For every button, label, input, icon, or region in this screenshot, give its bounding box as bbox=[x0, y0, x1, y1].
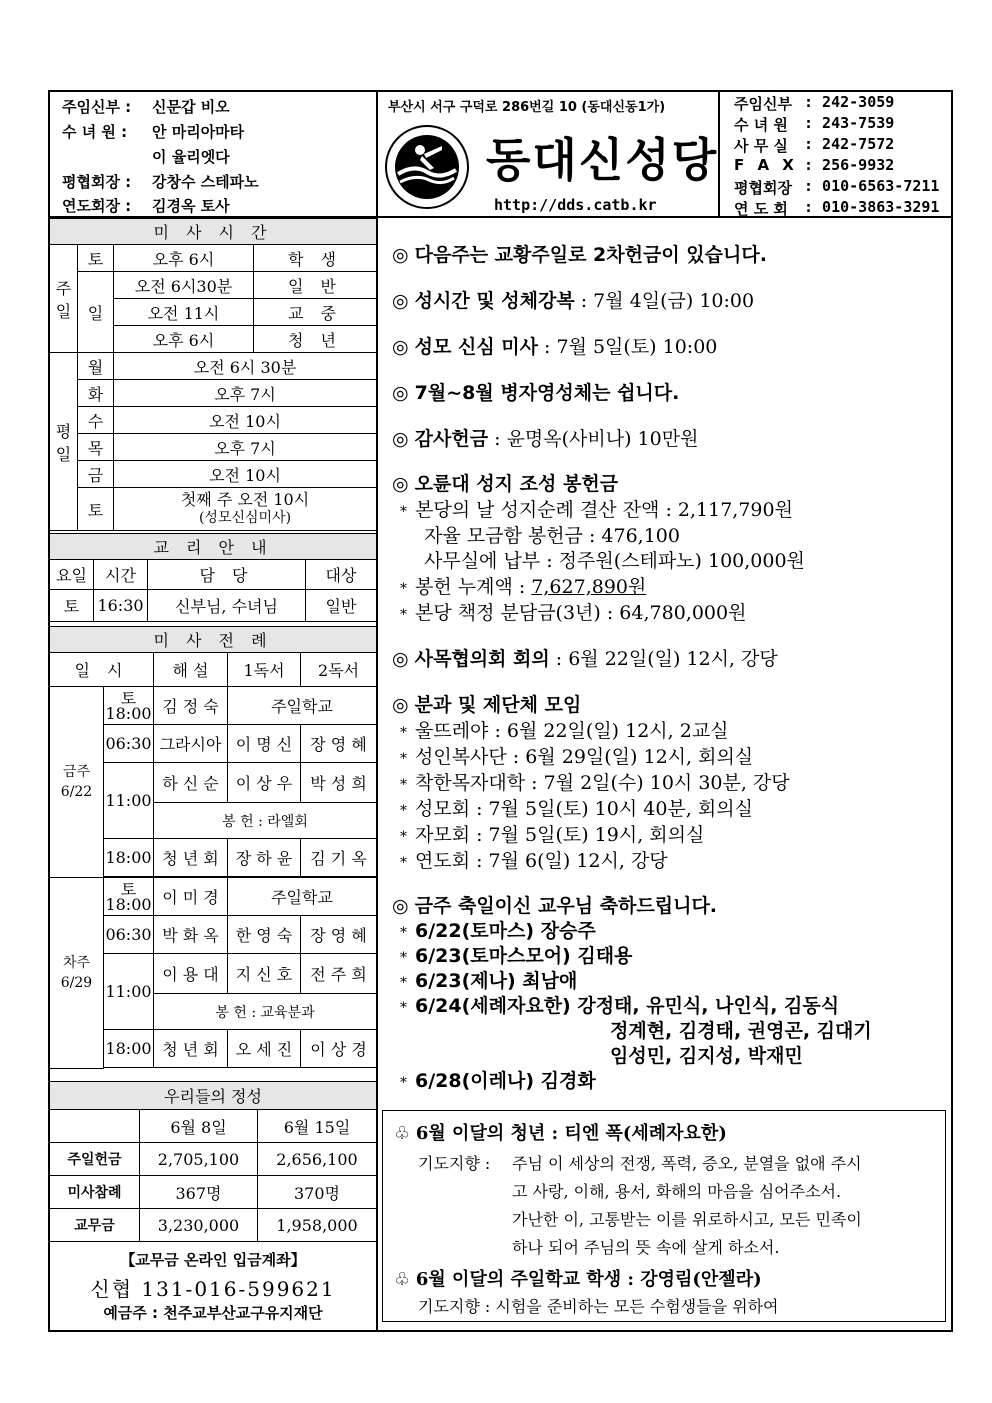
staff-value: 안 마리아마타 bbox=[152, 123, 245, 141]
weekday-label bbox=[50, 353, 78, 531]
feast-text: 6/23(제나) 최남애 bbox=[415, 970, 578, 992]
catechism-cell: 16:30 bbox=[94, 590, 148, 622]
liturgy-day: 토 bbox=[120, 688, 137, 708]
feast-item bbox=[610, 1016, 872, 1043]
account-number: 신협 131-016-599621 bbox=[90, 1277, 336, 1301]
notice-item bbox=[392, 378, 679, 405]
liturgy-reader: 이 상 우 bbox=[228, 763, 301, 803]
liturgy-header: 해 설 bbox=[154, 653, 228, 687]
notice-mark: ◎ bbox=[392, 648, 409, 670]
catechism-title: 교 리 안 내 bbox=[50, 534, 377, 560]
week-label bbox=[50, 687, 104, 878]
liturgy-commentator: 이 용 대 bbox=[154, 954, 228, 994]
week-date: 6/29 bbox=[60, 974, 93, 991]
liturgy-commentator: 박 화 옥 bbox=[154, 916, 228, 954]
group-item bbox=[400, 742, 753, 769]
feast-text: 6/23(토마스모어) 김태용 bbox=[415, 945, 633, 967]
feast-text: 임성민, 김지성, 박재민 bbox=[610, 1045, 803, 1067]
contact-phone: : 256-9932 bbox=[804, 156, 895, 174]
mass-day: 금 bbox=[78, 461, 114, 488]
notice-item bbox=[392, 332, 717, 359]
group-item bbox=[400, 820, 704, 847]
mass-day: 목 bbox=[78, 434, 114, 461]
catechism-cell: 일반 bbox=[306, 590, 377, 622]
notice-mark: ◎ bbox=[392, 473, 409, 495]
mass-time: 오전 6시30분 bbox=[114, 272, 254, 299]
bullet-mark: * bbox=[400, 725, 407, 741]
liturgy-time-value: 18:00 bbox=[105, 894, 152, 914]
week-date: 6/22 bbox=[60, 784, 93, 800]
contact-label: 연 도 회 bbox=[734, 200, 788, 218]
mass-day: 화 bbox=[78, 380, 114, 407]
offerings-value: 3,230,000 bbox=[140, 1209, 258, 1242]
feast-item bbox=[400, 991, 839, 1018]
notice-detail: : 윤명옥(사비나) 10만원 bbox=[488, 428, 699, 450]
mass-day: 토 bbox=[78, 488, 114, 531]
feast-text: 6/24(세례자요한) 강정태, 유민식, 나인식, 김동식 bbox=[415, 995, 840, 1017]
liturgy-commentator: 그라시아 bbox=[154, 725, 228, 763]
church-address: 부산시 서구 구덕로 286번길 10 (동대신동1가) bbox=[388, 100, 666, 115]
sunday-label bbox=[50, 245, 78, 353]
bullet-mark: * bbox=[400, 829, 407, 845]
mass-time: 첫째 주 오전 10시 bbox=[180, 490, 310, 509]
catechism-cell: 토 bbox=[50, 590, 94, 622]
contact-phone: : 010-6563-7211 bbox=[804, 177, 940, 195]
liturgy-time: 18:00 bbox=[104, 1030, 154, 1068]
offerings-table bbox=[49, 1081, 377, 1242]
contact-phone: : 010-3863-3291 bbox=[804, 198, 940, 216]
group-item bbox=[400, 794, 753, 821]
bullet-mark: * bbox=[400, 581, 407, 597]
youth-intention-line: 고 사랑, 이해, 용서, 화해의 마음을 심어주소서. bbox=[512, 1182, 842, 1201]
mass-type: 교 중 bbox=[254, 299, 377, 326]
group-text: 착한목자대학 : 7월 2일(수) 10시 30분, 강당 bbox=[415, 772, 790, 794]
mass-time: 오후 7시 bbox=[114, 434, 377, 461]
notice-title: 분과 및 제단체 모임 bbox=[414, 694, 582, 716]
feast-text: 6/28(이레나) 김경화 bbox=[415, 1070, 596, 1092]
notice-mark: ◎ bbox=[392, 290, 409, 312]
catechism-table bbox=[49, 533, 377, 622]
mass-time: 오전 6시 30분 bbox=[114, 353, 377, 380]
liturgy-commentator: 이 미 경 bbox=[154, 878, 228, 916]
feast-item bbox=[400, 966, 577, 993]
liturgy-time: 06:30 bbox=[104, 725, 154, 763]
oryundae-total: 7,627,890원 bbox=[531, 576, 647, 598]
group-text: 성모회 : 7월 5일(토) 10시 40분, 회의실 bbox=[415, 798, 753, 820]
bullet-mark: * bbox=[400, 777, 407, 793]
student-title: 6월 이달의 주일학교 학생 : 강영림(안젤라) bbox=[415, 1269, 762, 1290]
mass-times-table bbox=[49, 218, 377, 531]
bullet-mark: * bbox=[400, 504, 407, 520]
liturgy-offering: 봉 헌 : 라엘회 bbox=[154, 803, 377, 839]
liturgy-commentator: 청 년 회 bbox=[154, 1030, 228, 1068]
mass-day: 일 bbox=[78, 272, 114, 353]
contact-label: 사 무 실 bbox=[734, 137, 788, 155]
liturgy-header: 일 시 bbox=[50, 653, 154, 687]
liturgy-time: 11:00 bbox=[104, 954, 154, 1030]
youth-intention-label: 기도지향 : bbox=[418, 1154, 491, 1173]
student-heading bbox=[394, 1265, 762, 1291]
staff-value: 신문갑 비오 bbox=[152, 98, 230, 116]
notice-item bbox=[392, 469, 618, 496]
notice-item bbox=[392, 424, 698, 451]
liturgy-reader: 오 세 진 bbox=[228, 1030, 301, 1068]
offerings-column: 6월 15일 bbox=[258, 1110, 377, 1143]
contact-label: 수 녀 원 bbox=[734, 116, 788, 134]
offerings-value: 1,958,000 bbox=[258, 1209, 377, 1242]
notice-mark: ◎ bbox=[392, 895, 409, 917]
bullet-mark: * bbox=[400, 925, 407, 941]
liturgy-reader: 김 기 옥 bbox=[301, 839, 377, 877]
liturgy-reader: 이 상 경 bbox=[301, 1030, 377, 1068]
contact-phone: : 243-7539 bbox=[804, 114, 895, 132]
catechism-header: 담 당 bbox=[148, 560, 306, 590]
liturgy-time-value: 18:00 bbox=[105, 703, 152, 723]
mass-time-multiline bbox=[114, 488, 377, 531]
group-text: 연도회 : 7월 6(일) 12시, 강당 bbox=[415, 850, 668, 872]
notice-title: 오륜대 성지 조성 봉헌금 bbox=[414, 473, 619, 495]
liturgy-day: 토 bbox=[120, 879, 137, 899]
clover-icon: ♧ bbox=[394, 1269, 411, 1290]
offerings-column: 6월 8일 bbox=[140, 1110, 258, 1143]
feast-item bbox=[400, 916, 596, 943]
notice-item bbox=[392, 286, 754, 313]
oryundae-text: 사무실에 납부 : 정주원(스테파노) 100,000원 bbox=[424, 550, 805, 572]
notice-title: 사목협의회 회의 bbox=[414, 648, 550, 670]
offerings-label: 미사참례 bbox=[50, 1176, 140, 1209]
liturgy-reader: 이 명 신 bbox=[228, 725, 301, 763]
notice-title: 다음주는 교황주일로 2차헌금이 있습니다. bbox=[414, 244, 767, 266]
sunday-label-char: 일 bbox=[55, 301, 72, 321]
group-text: 성인복사단 : 6월 29일(일) 12시, 회의실 bbox=[415, 746, 754, 768]
mass-type: 청 년 bbox=[254, 326, 377, 353]
liturgy-time: 11:00 bbox=[104, 763, 154, 839]
account-title: 【교무금 온라인 입금계좌】 bbox=[120, 1251, 306, 1269]
offerings-corner bbox=[50, 1110, 140, 1143]
account-holder: 예금주 : 천주교부산교구유지재단 bbox=[103, 1304, 323, 1322]
notice-title: 7월~8월 병자영성체는 쉽니다. bbox=[414, 382, 680, 404]
mass-type: 일 반 bbox=[254, 272, 377, 299]
liturgy-commentator: 하 신 순 bbox=[154, 763, 228, 803]
bullet-mark: * bbox=[400, 855, 407, 871]
mass-time: 오후 6시 bbox=[114, 245, 254, 272]
notice-title: 성시간 및 성체강복 bbox=[414, 290, 575, 312]
header-divider-right bbox=[718, 90, 720, 216]
bullet-mark: * bbox=[400, 1075, 407, 1091]
notice-item bbox=[392, 240, 767, 267]
catechism-header: 시간 bbox=[94, 560, 148, 590]
feast-item bbox=[610, 1041, 803, 1068]
mass-time: 오전 10시 bbox=[114, 461, 377, 488]
feast-text: 6/22(토마스) 장승주 bbox=[415, 920, 596, 942]
notice-mark: ◎ bbox=[392, 428, 409, 450]
group-text: 울뜨레야 : 6월 22일(일) 12시, 2교실 bbox=[415, 720, 729, 742]
liturgy-reader: 장 하 윤 bbox=[228, 839, 301, 877]
bullet-mark: * bbox=[400, 1000, 407, 1016]
liturgy-time: 18:00 bbox=[104, 839, 154, 877]
liturgy-reader: 한 영 숙 bbox=[228, 916, 301, 954]
clover-icon: ♧ bbox=[394, 1123, 411, 1144]
mass-type: 학 생 bbox=[254, 245, 377, 272]
bullet-mark: * bbox=[400, 607, 407, 623]
week-label bbox=[50, 878, 104, 1069]
liturgy-time: 06:30 bbox=[104, 916, 154, 954]
notice-title: 성모 신심 미사 bbox=[414, 336, 538, 358]
liturgy-offering: 봉 헌 : 교육분과 bbox=[154, 994, 377, 1030]
liturgy-header: 2독서 bbox=[301, 653, 377, 687]
liturgy-table bbox=[49, 626, 377, 1069]
youth-intention-line: 주님 이 세상의 전쟁, 폭력, 증오, 분열을 없애 주시 bbox=[512, 1154, 862, 1173]
liturgy-title: 미 사 전 례 bbox=[50, 627, 377, 653]
liturgy-reader: 주일학교 bbox=[228, 878, 377, 916]
oryundae-text: 본당의 날 성지순례 결산 잔액 : 2,117,790원 bbox=[415, 499, 793, 521]
catechism-header: 대상 bbox=[306, 560, 377, 590]
offerings-label: 주일헌금 bbox=[50, 1143, 140, 1176]
oryundae-text: 본당 책정 분담금(3년) : 64,780,000원 bbox=[415, 602, 747, 624]
liturgy-reader: 주일학교 bbox=[228, 687, 377, 725]
offerings-value: 2,656,100 bbox=[258, 1143, 377, 1176]
notice-title: 금주 축일이신 교우님 축하드립니다. bbox=[414, 895, 718, 917]
liturgy-header: 1독서 bbox=[228, 653, 301, 687]
sunday-label-char: 주 bbox=[55, 278, 72, 298]
offerings-label: 교무금 bbox=[50, 1209, 140, 1242]
offerings-value: 367명 bbox=[140, 1176, 258, 1209]
staff-label: 주임신부 : bbox=[62, 98, 132, 116]
notice-item bbox=[392, 644, 778, 671]
notice-detail: : 6월 22일(일) 12시, 강당 bbox=[549, 648, 778, 670]
contact-label: 평협회장 bbox=[734, 179, 792, 197]
staff-value: 이 율리엣다 bbox=[152, 148, 230, 166]
group-text: 자모회 : 7월 5일(토) 19시, 회의실 bbox=[415, 824, 705, 846]
mass-time-note: (성모신심미사) bbox=[198, 510, 292, 526]
notice-detail: : 7월 4일(금) 10:00 bbox=[574, 290, 755, 312]
liturgy-commentator: 김 정 숙 bbox=[154, 687, 228, 725]
group-item bbox=[400, 716, 729, 743]
liturgy-commentator: 청 년 회 bbox=[154, 839, 228, 877]
oryundae-line bbox=[400, 572, 646, 599]
contact-label: 주임신부 bbox=[734, 95, 792, 113]
staff-value: 강창수 스테파노 bbox=[152, 173, 259, 191]
feast-text: 정계현, 김경태, 권영곤, 김대기 bbox=[610, 1020, 872, 1042]
student-intention: 기도지향 : 시험을 준비하는 모든 수험생들을 위하여 bbox=[418, 1297, 779, 1316]
notice-mark: ◎ bbox=[392, 336, 409, 358]
bullet-mark: * bbox=[400, 950, 407, 966]
week-name: 차주 bbox=[62, 954, 91, 971]
youth-intention-line: 하나 되어 주님의 뜻 속에 살게 하소서. bbox=[512, 1238, 780, 1257]
liturgy-time bbox=[104, 687, 154, 725]
mass-times-title: 미 사 시 간 bbox=[50, 219, 377, 245]
youth-heading bbox=[394, 1119, 727, 1145]
notice-mark: ◎ bbox=[392, 382, 409, 404]
catechism-cell: 신부님, 수녀님 bbox=[148, 590, 306, 622]
group-item bbox=[400, 846, 668, 873]
offerings-title: 우리들의 정성 bbox=[50, 1082, 377, 1110]
notice-mark: ◎ bbox=[392, 694, 409, 716]
youth-title: 6월 이달의 청년 : 티엔 폭(세례자요한) bbox=[415, 1123, 727, 1144]
notice-item bbox=[392, 891, 717, 918]
feast-item bbox=[400, 941, 632, 968]
mass-time: 오후 7시 bbox=[114, 380, 377, 407]
group-item bbox=[400, 768, 790, 795]
liturgy-reader: 지 신 호 bbox=[228, 954, 301, 994]
mass-time: 오전 11시 bbox=[114, 299, 254, 326]
bullet-mark: * bbox=[400, 975, 407, 991]
contact-phone: : 242-7572 bbox=[804, 135, 895, 153]
bullet-mark: * bbox=[400, 751, 407, 767]
church-url[interactable]: http://dds.catb.kr bbox=[494, 196, 657, 214]
liturgy-time bbox=[104, 878, 154, 916]
feast-item bbox=[400, 1066, 596, 1093]
weekday-label-char: 일 bbox=[55, 444, 72, 464]
offerings-value: 2,705,100 bbox=[140, 1143, 258, 1176]
church-name: 동대신성당 bbox=[486, 133, 719, 187]
youth-intention-line: 가난한 이, 고통받는 이를 위로하시고, 모든 민족이 bbox=[512, 1210, 862, 1229]
oryundae-line bbox=[400, 598, 746, 625]
contact-phone: : 242-3059 bbox=[804, 93, 895, 111]
week-name: 금주 bbox=[62, 764, 91, 780]
catechism-header: 요일 bbox=[50, 560, 94, 590]
notice-detail: : 7월 5일(토) 10:00 bbox=[538, 336, 718, 358]
mass-day: 토 bbox=[78, 245, 114, 272]
weekday-label-char: 평 bbox=[55, 421, 72, 441]
liturgy-reader: 전 주 희 bbox=[301, 954, 377, 994]
staff-label: 평협회장 : bbox=[62, 173, 132, 191]
church-logo-icon bbox=[384, 124, 470, 210]
bullet-mark: * bbox=[400, 803, 407, 819]
mass-time: 오전 10시 bbox=[114, 407, 377, 434]
contact-label: F A X bbox=[734, 156, 798, 174]
liturgy-reader: 장 영 혜 bbox=[301, 916, 377, 954]
staff-label: 수 녀 원 : bbox=[62, 123, 128, 141]
oryundae-text: 자율 모금함 봉헌금 : 476,100 bbox=[424, 525, 680, 547]
liturgy-reader: 장 영 혜 bbox=[301, 725, 377, 763]
staff-label: 연도회장 : bbox=[62, 197, 132, 215]
notice-title: 감사헌금 bbox=[414, 428, 489, 450]
staff-value: 김경옥 토사 bbox=[152, 197, 230, 215]
oryundae-text: 봉헌 누계액 : bbox=[415, 576, 532, 598]
oryundae-line bbox=[400, 495, 793, 522]
offerings-value: 370명 bbox=[258, 1176, 377, 1209]
mass-day: 수 bbox=[78, 407, 114, 434]
liturgy-reader: 박 성 희 bbox=[301, 763, 377, 803]
mass-day: 월 bbox=[78, 353, 114, 380]
mass-time: 오후 6시 bbox=[114, 326, 254, 353]
notice-item bbox=[392, 690, 581, 717]
notice-mark: ◎ bbox=[392, 244, 409, 266]
